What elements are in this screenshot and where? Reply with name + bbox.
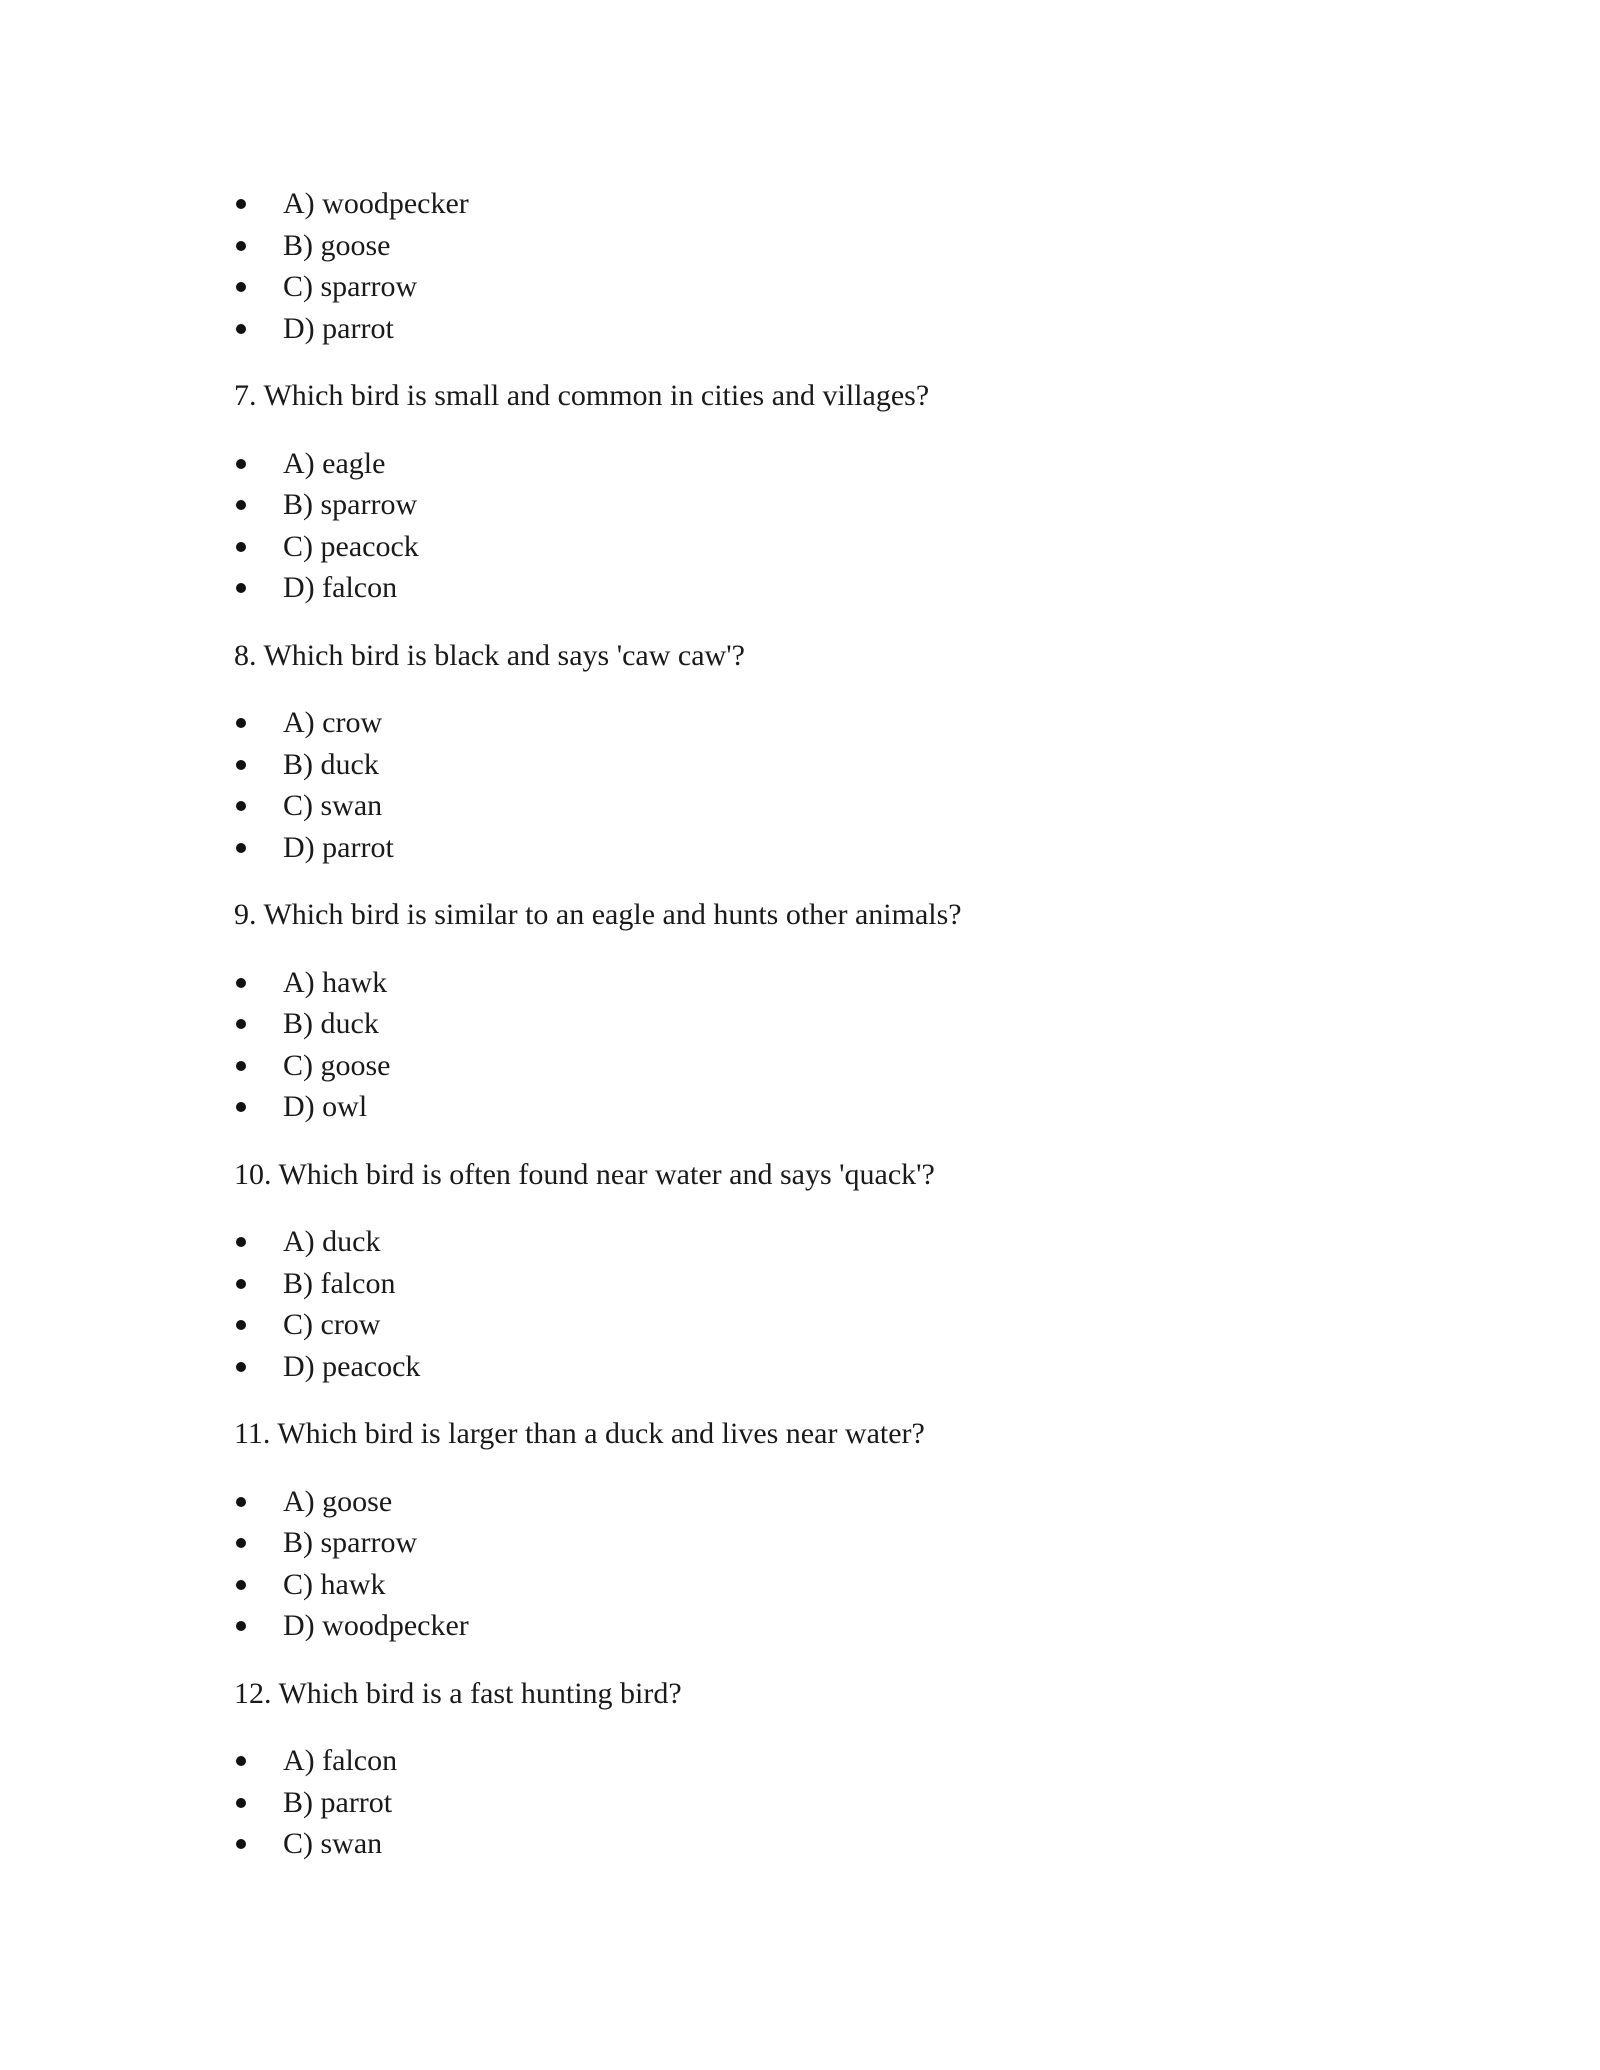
bullet-icon — [236, 1019, 246, 1029]
option-text: A) eagle — [283, 446, 386, 480]
bullet-icon — [236, 760, 246, 770]
list-item — [234, 827, 1384, 869]
bullet-icon — [236, 1756, 246, 1766]
list-item — [234, 1782, 1384, 1824]
option-text: A) crow — [283, 706, 383, 739]
list-item — [234, 1346, 1384, 1388]
list-item — [234, 1304, 1384, 1346]
bullet-icon — [236, 1279, 246, 1289]
bullet-icon — [236, 1538, 246, 1548]
bullet-icon — [236, 282, 246, 292]
option-text: B) sparrow — [283, 488, 418, 521]
bullet-icon — [236, 1621, 246, 1631]
option-list — [234, 443, 1384, 609]
option-text: D) parrot — [283, 830, 394, 864]
option-text: C) sparrow — [283, 270, 418, 303]
option-text: B) parrot — [283, 1785, 393, 1819]
question-text: 12. Which bird is a fast hunting bird? — [234, 1676, 682, 1710]
option-text: D) woodpecker — [283, 1609, 469, 1642]
list-item — [234, 1605, 1384, 1647]
option-list — [234, 1221, 1384, 1387]
bullet-icon — [236, 801, 246, 811]
option-text: B) goose — [283, 228, 391, 262]
option-text: A) falcon — [283, 1744, 398, 1777]
list-item — [234, 1481, 1384, 1523]
option-text: B) duck — [283, 1007, 379, 1040]
option-list — [234, 702, 1384, 868]
list-item — [234, 785, 1384, 827]
option-text: C) goose — [283, 1048, 391, 1082]
option-list — [234, 1740, 1384, 1865]
option-list — [234, 183, 1384, 349]
bullet-icon — [236, 1102, 246, 1112]
bullet-icon — [236, 1061, 246, 1071]
list-item — [234, 567, 1384, 609]
option-text: D) peacock — [283, 1349, 421, 1383]
option-text: C) crow — [283, 1308, 381, 1341]
option-text: B) sparrow — [283, 1526, 418, 1559]
list-item — [234, 1263, 1384, 1305]
bullet-icon — [236, 1497, 246, 1507]
list-item — [234, 1522, 1384, 1564]
option-text: C) swan — [283, 1827, 383, 1860]
option-text: B) duck — [283, 747, 379, 781]
bullet-icon — [236, 1362, 246, 1372]
list-item — [234, 1740, 1384, 1782]
list-item — [234, 1086, 1384, 1128]
option-list — [234, 1481, 1384, 1647]
bullet-icon — [236, 324, 246, 334]
question-text: 10. Which bird is often found near water and says 'quack'? — [234, 1157, 935, 1191]
list-item — [234, 183, 1384, 225]
bullet-icon — [236, 1798, 246, 1808]
bullet-icon — [236, 978, 246, 988]
bullet-icon — [236, 1580, 246, 1590]
list-item — [234, 1221, 1384, 1263]
quiz-content — [234, 183, 1384, 1865]
option-text: B) falcon — [283, 1266, 396, 1300]
list-item — [234, 308, 1384, 350]
list-item — [234, 702, 1384, 744]
option-text: C) swan — [283, 789, 383, 822]
bullet-icon — [236, 843, 246, 853]
option-text: A) duck — [283, 1225, 381, 1258]
bullet-icon — [236, 583, 246, 593]
option-text: A) woodpecker — [283, 187, 469, 220]
bullet-icon — [236, 500, 246, 510]
option-text: C) hawk — [283, 1567, 386, 1601]
question-text: 11. Which bird is larger than a duck and lives near water? — [234, 1417, 925, 1450]
bullet-icon — [236, 1320, 246, 1330]
question-text: 7. Which bird is small and common in cities and villages? — [234, 379, 930, 412]
list-item — [234, 225, 1384, 267]
question-text: 8. Which bird is black and says 'caw caw'? — [234, 638, 745, 672]
bullet-icon — [236, 1237, 246, 1247]
option-text: A) goose — [283, 1484, 393, 1518]
option-text: D) owl — [283, 1090, 368, 1123]
list-item — [234, 1045, 1384, 1087]
option-text: D) parrot — [283, 311, 394, 345]
list-item — [234, 1003, 1384, 1045]
option-list — [234, 962, 1384, 1128]
list-item — [234, 443, 1384, 485]
option-text: A) hawk — [283, 965, 388, 999]
bullet-icon — [236, 241, 246, 251]
list-item — [234, 1823, 1384, 1865]
question-text: 9. Which bird is similar to an eagle and hunts other animals? — [234, 898, 962, 931]
list-item — [234, 266, 1384, 308]
bullet-icon — [236, 199, 246, 209]
bullet-icon — [236, 1839, 246, 1849]
bullet-icon — [236, 718, 246, 728]
bullet-icon — [236, 459, 246, 469]
list-item — [234, 744, 1384, 786]
list-item — [234, 484, 1384, 526]
bullet-icon — [236, 542, 246, 552]
list-item — [234, 526, 1384, 568]
option-text: C) peacock — [283, 529, 419, 563]
list-item — [234, 962, 1384, 1004]
option-text: D) falcon — [283, 571, 398, 604]
list-item — [234, 1564, 1384, 1606]
